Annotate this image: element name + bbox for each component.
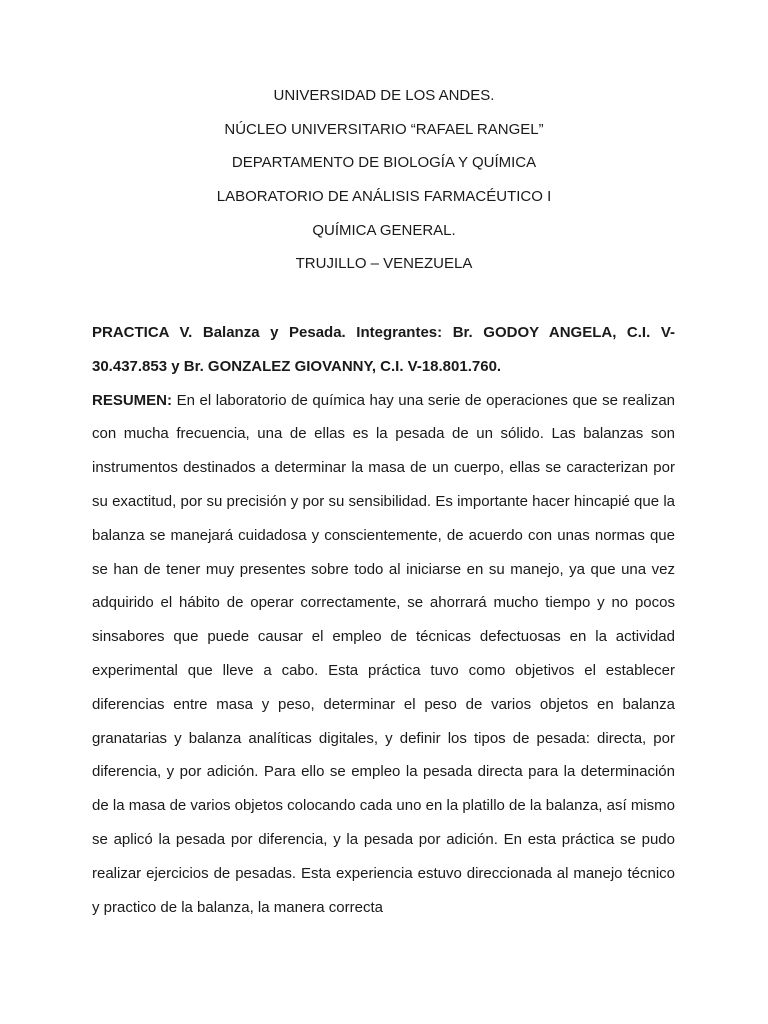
- practice-title: PRACTICA V. Balanza y Pesada. Integrantes: Br. GODOY ANGELA, C.I. V-30.437.853 y Br. GONZALEZ GIOVANNY, C.I. V-18.801.760.: [92, 324, 675, 375]
- laboratory-name: LABORATORIO DE ANÁLISIS FARMACÉUTICO I: [216, 188, 552, 205]
- nucleus-name: NÚCLEO UNIVERSITARIO “RAFAEL RANGEL”: [224, 121, 544, 138]
- summary-label: RESUMEN:: [92, 391, 173, 409]
- department-name: DEPARTAMENTO DE BIOLOGÍA Y QUÍMICA: [231, 154, 537, 171]
- university-name: UNIVERSIDAD DE LOS ANDES.: [273, 87, 495, 104]
- document-body: [92, 316, 675, 924]
- summary-text: En el laboratorio de química hay una serie de operaciones que se realizan con mucha frecuencia, una de ellas es la pesada de un sólido. Las balanzas son instrumentos destinados a determinar la masa de un cuerpo, ellas se caracterizan por su exactitud, por su precisión y por su sensibilidad. Es importante hacer hincapié que la balanza se manejará cuidadosa y conscientemente, de acuerdo con unas normas que se han de tener muy presentes sobre todo al iniciarse en su manejo, ya que una vez adquirido el hábito de operar correctamente, se ahorrará mucho tiempo y no pocos sinsabores que puede causar el empleo de técnicas defectuosas en la actividad experimental que lleve a cabo. Esta práctica tuvo como objetivos el establecer diferencias entre masa y peso, determinar el peso de varios objetos en balanza granatarias y balanza analíticas digitales, y definir los tipos de pesada: directa, por diferencia, y por adición. Para ello se empleo la pesada directa para la determinación de la masa de varios objetos colocando cada uno en la platillo de la balanza, así mismo se aplicó la pesada por diferencia, y la pesada por adición. En esta práctica se pudo realizar ejercicios de pesadas. Esta experiencia estuvo direccionada al manejo técnico y practico de la balanza, la manera correcta: [92, 391, 675, 916]
- location-line: TRUJILLO – VENEZUELA: [295, 255, 473, 272]
- summary-paragraph: [92, 384, 675, 925]
- course-name: QUÍMICA GENERAL.: [312, 222, 456, 239]
